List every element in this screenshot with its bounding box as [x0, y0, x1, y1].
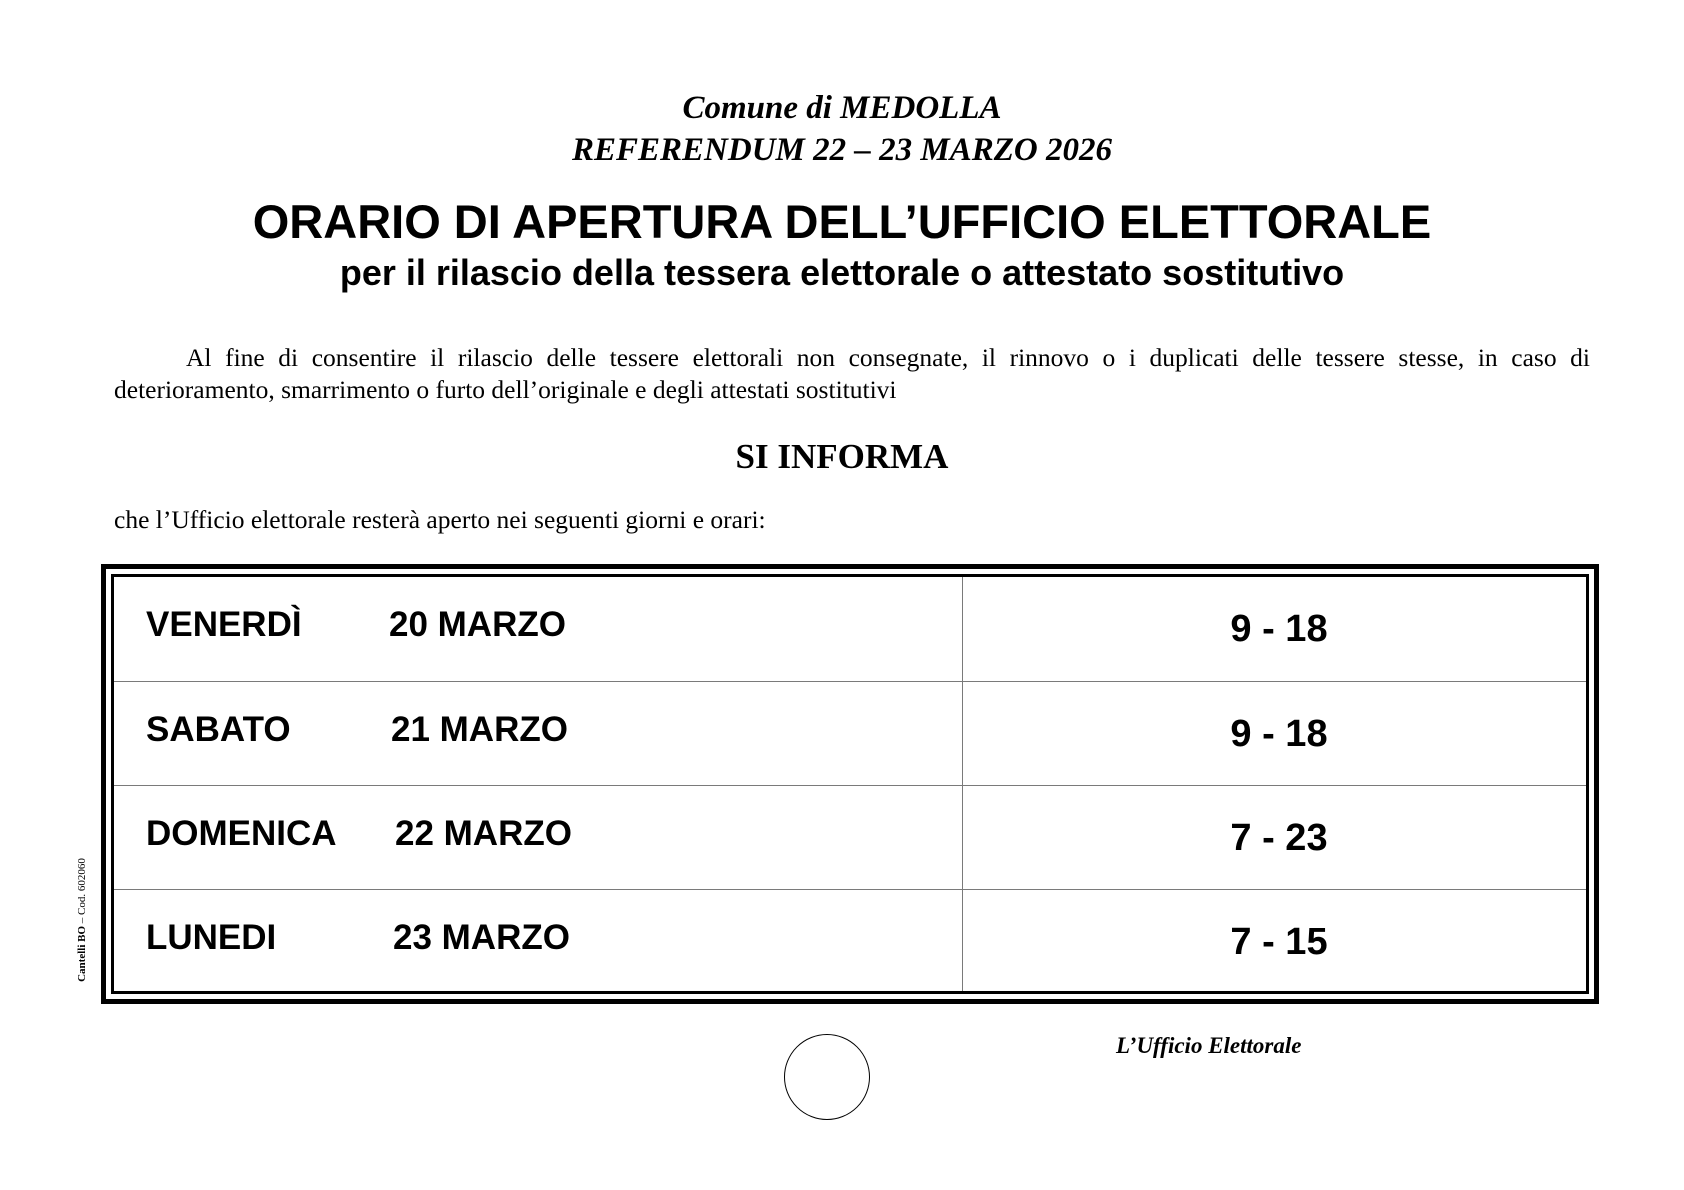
opening-hours: 9 - 18 — [1230, 713, 1328, 755]
stamp-placeholder-circle — [784, 1034, 870, 1120]
referendum-date: REFERENDUM 22 – 23 MARZO 2026 — [571, 132, 1112, 168]
page-subtitle: per il rilascio della tessera elettorale o attestato sostitutivo — [339, 252, 1345, 293]
day-name: VENERDÌ — [146, 605, 302, 644]
schedule-table-inner — [111, 574, 1589, 994]
schedule-table — [101, 564, 1599, 1004]
intro-paragraph: Al fine di consentire il rilascio delle tessere elettorali non consegnate, il rinnovo o i duplicati delle tessere stesse, in caso di deterioramento, smarrimento o furto dell’originale e degli attestati sostitutivi — [114, 343, 1590, 404]
table-row — [114, 889, 1586, 994]
printer-code — [76, 858, 88, 982]
opening-hours: 7 - 23 — [1230, 817, 1328, 859]
day-date: 23 MARZO — [393, 918, 570, 957]
day-name: DOMENICA — [146, 814, 337, 853]
day-date: 21 MARZO — [391, 710, 568, 749]
signature: L’Ufficio Elettorale — [1116, 1033, 1302, 1058]
printer-name: Cantelli BO — [76, 925, 88, 982]
product-code: – Cod. 602060 — [76, 858, 88, 924]
table-row — [114, 577, 1586, 681]
day-date: 22 MARZO — [395, 814, 572, 853]
day-name: SABATO — [146, 710, 291, 749]
day-name: LUNEDI — [146, 918, 277, 957]
table-row — [114, 785, 1586, 890]
page-title: ORARIO DI APERTURA DELL’UFFICIO ELETTORALE — [252, 195, 1432, 248]
opening-hours: 7 - 15 — [1230, 921, 1328, 963]
opening-hours: 9 - 18 — [1230, 608, 1328, 650]
lead-sentence: che l’Ufficio elettorale resterà aperto nei seguenti giorni e orari: — [114, 505, 766, 534]
day-date: 20 MARZO — [389, 605, 566, 644]
table-row — [114, 681, 1586, 786]
announcement-heading: SI INFORMA — [735, 437, 949, 476]
municipality-name: Comune di MEDOLLA — [682, 90, 1002, 126]
